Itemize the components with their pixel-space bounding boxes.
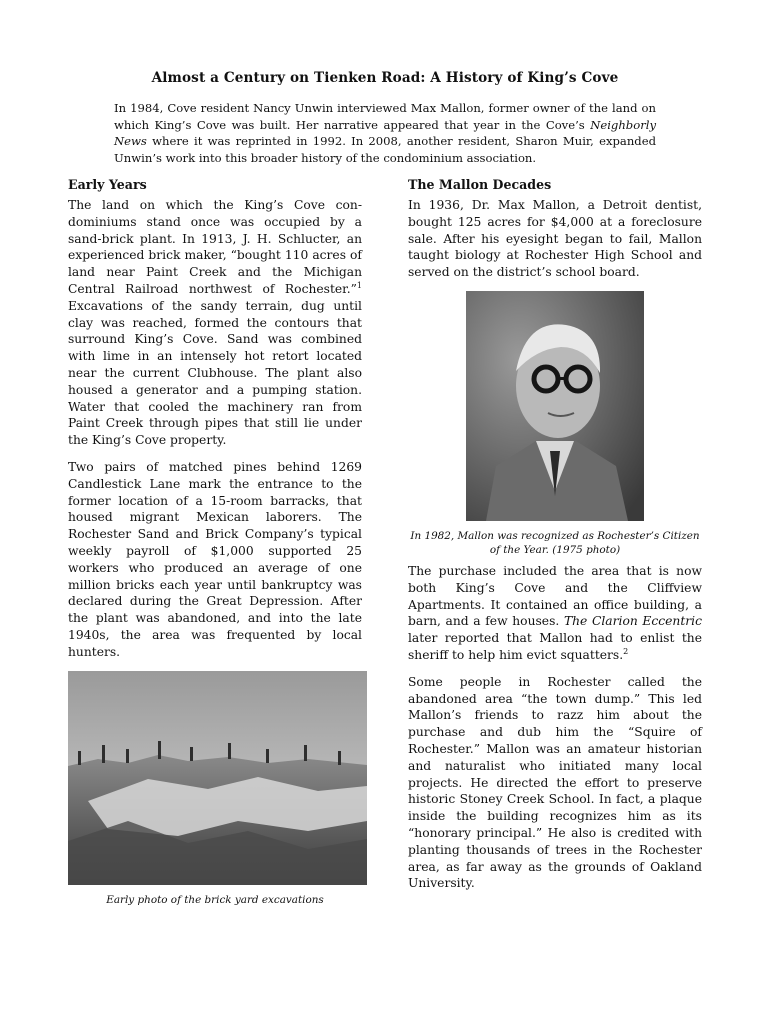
intro-text-a: In 1984, Cove resident Nancy Unwin interviewed Max Mallon, former owner of the land on which King’s Cove was built. Her narrative appeared that year in the Cove’s <box>114 101 656 132</box>
mallon-paragraph-1: In 1936, Dr. Max Mallon, a Detroit dentist, bought 125 acres for $4,000 at a foreclosure sale. After his eyesight began to fail, Mallon taught biology at Rochester High School and served on the district’s school board. <box>408 198 702 280</box>
mallon-text-a: The purchase included the area that is now both King’s Cove and the Cliffview Apartments. It contained an office building, a barn, and a few houses. <box>408 563 702 629</box>
intro-paragraph <box>114 100 656 167</box>
left-column <box>68 176 362 913</box>
brick-yard-photo <box>68 671 367 885</box>
footnote-marker-2: 2 <box>623 646 629 656</box>
mallon-text-b: later reported that Mallon had to enlist the sheriff to help him evict squatters. <box>408 631 702 662</box>
page-title: Almost a Century on Tienken Road: A History of King’s Cove <box>151 70 619 86</box>
right-column <box>408 176 702 902</box>
section-heading-early-years: Early Years <box>68 177 147 192</box>
early-years-text-b: Excavations of the sandy terrain, dug until clay was reached, formed the contours that surround King’s Cove. Sand was combined with lime in an intensely hot retort located near the current Clubhouse. The plant also housed a generator and a pumping station. Water that cooled the machinery ran from Paint Creek through pipes that still lie under the King’s Cove property. <box>68 298 362 448</box>
mallon-publication: The Clarion Eccentric <box>563 614 702 629</box>
max-mallon-portrait-photo <box>466 291 644 521</box>
footnote-marker-1: 1 <box>356 280 362 290</box>
mallon-paragraph-2 <box>408 563 702 664</box>
intro-text-b: where it was reprinted in 1992. In 2008, another resident, Sharon Muir, expanded Unwin’s work into this broader history of the condominium association. <box>114 134 656 166</box>
section-heading-mallon-decades: The Mallon Decades <box>408 177 552 192</box>
early-years-paragraph-1 <box>68 197 362 449</box>
mallon-paragraph-3: Some people in Rochester called the abandoned area “the town dump.” This led Mallon’s friends to razz him about the purchase and dub him the “Squire of Rochester.” Mallon was an amateur historian and naturalist who initiated many local projects. He directed the effort to preserve historic Stoney Creek School. In fact, a plaque inside the building recognizes him as its “honorary principal.” He also is credited with planting thousands of trees in the Rochester area, as far away as the grounds of Oakland University. <box>408 674 702 891</box>
intro-publication: Neighborly News <box>114 117 656 149</box>
early-years-paragraph-2: Two pairs of matched pines behind 1269 Candlestick Lane mark the entrance to the former location of a 15-room barracks, that housed migrant Mexican laborers. The Rochester Sand and Brick Company’s typical weekly payroll of $1,000 supported 25 workers who produced an average of one million bricks each year until bankruptcy was declared during the Great Depression. After the plant was abandoned, and into the late 1940s, the area was frequented by local hunters. <box>68 459 362 659</box>
brick-yard-photo-caption: Early photo of the brick yard excavations <box>106 893 324 906</box>
early-years-text-a: The land on which the King’s Cove condominiums stand once was occupied by a sand-brick plant. In 1913, J. H. Schlucter, an experienced brick maker, “bought 110 acres of land near Paint Creek and the Michigan Central Railroad northwest of Rochester.” <box>68 198 362 296</box>
mallon-photo-caption: In 1982, Mallon was recognized as Rochester’s Citizen of the Year. (1975 photo) <box>410 529 700 556</box>
